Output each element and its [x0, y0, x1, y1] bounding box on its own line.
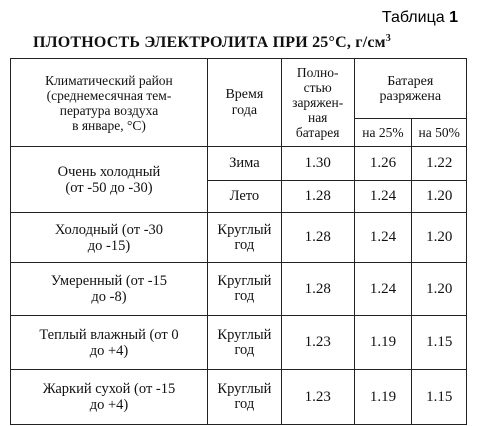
density-50-cell: 1.20: [412, 213, 467, 263]
region-line: (от -50 до -30): [65, 179, 153, 196]
density-25-cell: 1.24: [354, 181, 412, 213]
table-label-prefix: Таблица: [381, 9, 445, 26]
header-full-line: заряжен-: [292, 95, 344, 110]
header-full-line: батарея: [295, 125, 340, 140]
season-line: год: [234, 341, 255, 358]
season-cell: [207, 213, 281, 263]
header-season-line: года: [231, 102, 258, 118]
header-region-line: (среднемесячная тем-: [46, 87, 172, 103]
table-title-text: ПЛОТНОСТЬ ЭЛЕКТРОЛИТА ПРИ 25°С, г/см: [33, 34, 386, 51]
season-line: год: [234, 396, 255, 412]
region-line: до -15): [87, 237, 131, 254]
table-row: [11, 147, 467, 181]
table-number-label: [382, 9, 458, 27]
region-cell: [11, 370, 208, 425]
season-cell: [207, 263, 281, 316]
table-row: [11, 263, 467, 316]
density-50-cell: 1.15: [412, 316, 467, 370]
table-title-unit-power: 3: [385, 33, 391, 44]
header-climate-region: [11, 59, 208, 147]
header-region-line: в январе, °С): [72, 117, 146, 133]
density-50-cell: 1.15: [412, 370, 467, 425]
region-cell: [11, 147, 208, 213]
density-full-cell: 1.28: [281, 263, 354, 316]
region-line: Холодный (от -30: [54, 221, 164, 238]
header-season: [207, 59, 281, 147]
header-discharged-25: на 25%: [354, 119, 412, 147]
header-season-line: Время: [225, 86, 264, 102]
header-region-line: пература воздуха: [59, 102, 159, 118]
region-line: Умеренный (от -15: [50, 273, 168, 289]
electrolyte-density-table: [10, 58, 467, 425]
density-full-cell: 1.28: [281, 181, 354, 213]
season-line: Круглый: [217, 381, 272, 397]
region-line: до +4): [89, 342, 129, 359]
table-label-number: 1: [449, 9, 458, 26]
header-fully-charged: [281, 59, 354, 147]
season-line: Круглый: [217, 326, 272, 343]
density-50-cell: 1.22: [412, 147, 467, 181]
density-25-cell: 1.24: [354, 263, 412, 316]
density-50-cell: 1.20: [412, 263, 467, 316]
header-discharged-line: разряжена: [379, 88, 442, 104]
season-line: год: [234, 236, 255, 253]
season-line: Круглый: [217, 273, 272, 289]
header-discharged: [354, 59, 466, 119]
season-line: год: [234, 288, 255, 304]
region-cell: [11, 213, 208, 263]
table-row: [11, 316, 467, 370]
region-line: Жаркий сухой (от -15: [42, 381, 176, 397]
header-discharged-50: на 50%: [412, 119, 467, 147]
density-full-cell: 1.23: [281, 370, 354, 425]
season-cell: [207, 316, 281, 370]
region-cell: [11, 263, 208, 316]
region-cell: [11, 316, 208, 370]
header-row-main: [11, 59, 467, 119]
region-line: до +4): [89, 397, 129, 413]
region-line: до -8): [91, 289, 127, 305]
header-discharged-line: Батарея: [387, 73, 434, 89]
region-line: Очень холодный: [57, 163, 161, 180]
density-full-cell: 1.30: [281, 147, 354, 181]
header-full-line: стью: [303, 80, 332, 95]
density-50-cell: 1.20: [412, 181, 467, 213]
density-25-cell: 1.26: [354, 147, 412, 181]
header-full-line: Полно-: [296, 65, 339, 80]
region-line: Теплый влажный (от 0: [39, 326, 179, 343]
header-full-line: ная: [307, 110, 328, 125]
table-row: [11, 213, 467, 263]
header-region-line: Климатический район: [45, 72, 173, 88]
table-title: [33, 33, 391, 52]
density-full-cell: 1.28: [281, 213, 354, 263]
season-cell: Лето: [207, 181, 281, 213]
density-25-cell: 1.19: [354, 370, 412, 425]
density-25-cell: 1.19: [354, 316, 412, 370]
density-full-cell: 1.23: [281, 316, 354, 370]
density-25-cell: 1.24: [354, 213, 412, 263]
season-cell: Зима: [207, 147, 281, 181]
season-line: Круглый: [217, 221, 272, 238]
table-row: [11, 370, 467, 425]
season-cell: [207, 370, 281, 425]
